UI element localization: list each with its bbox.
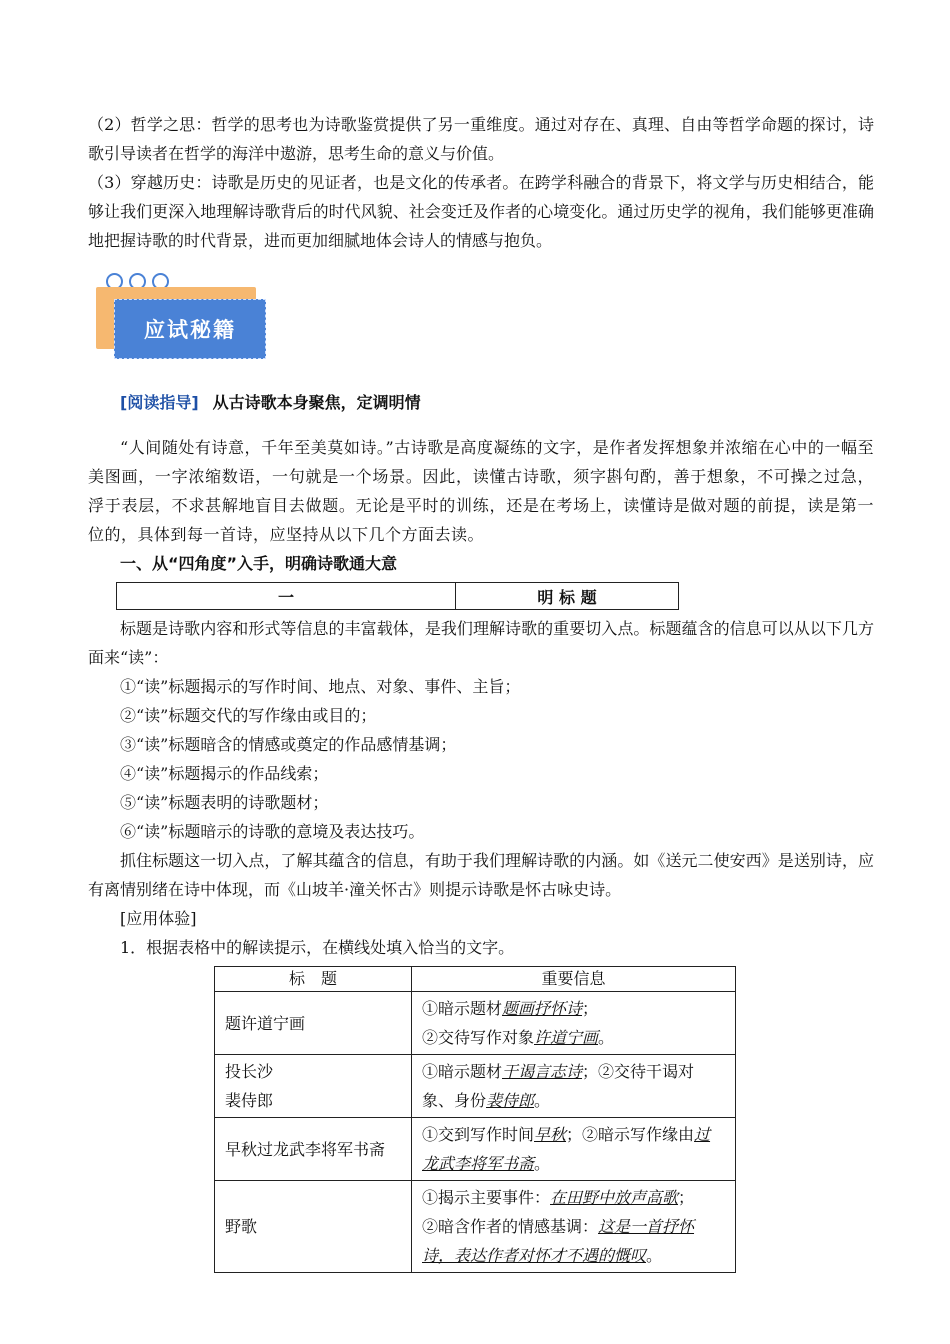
answer-text: 许道宁画 xyxy=(534,1028,599,1047)
row-info xyxy=(412,1055,736,1118)
paragraph-philosophy: （2）哲学之思：哲学的思考也为诗歌鉴赏提供了另一重维度。通过对存在、真理、自由等哲学命题的探讨，诗歌引导读者在哲学的海洋中遨游，思考生命的意义与价值。 xyxy=(88,115,874,163)
section1-heading: 一、从“四角度”入手，明确诗歌通大意 xyxy=(120,554,398,573)
section1-title-table xyxy=(116,582,679,610)
hint-text: 。 xyxy=(534,1091,551,1110)
table-row xyxy=(215,1055,736,1118)
section1-summary: 抓住标题这一切入点，了解其蕴含的信息，有助于我们理解诗歌的内涵。如《送元二使安西》是送别诗，应有离情别绪在诗中体现，而《山坡羊·潼关怀古》则提示诗歌是怀古咏史诗。 xyxy=(88,851,874,899)
practice-table xyxy=(214,966,736,1273)
row-title: 题许道宁画 xyxy=(215,992,412,1055)
title-table-label: 明 标 题 xyxy=(456,583,679,610)
title-table-number: 一 xyxy=(117,583,456,610)
hint-text: 。 xyxy=(646,1246,663,1265)
list-item: ⑤“读”标题表明的诗歌题材； xyxy=(120,793,329,812)
col-header-title: 标 题 xyxy=(215,967,412,992)
hint-text: 。 xyxy=(598,1028,615,1047)
row-info xyxy=(412,992,736,1055)
guide-tag: [阅读指导] xyxy=(120,393,199,412)
list-item: ④“读”标题揭示的作品线索； xyxy=(120,764,329,783)
row-info xyxy=(412,1118,736,1181)
row-title: 早秋过龙武李将军书斋 xyxy=(215,1118,412,1181)
answer-text: 过龙武李将军书斋 xyxy=(422,1125,711,1173)
hint-text: ①暗示题材 xyxy=(422,1062,503,1081)
answer-text: 裴侍郎 xyxy=(486,1091,535,1110)
hint-text: ；②暗示写作缘由 xyxy=(566,1125,695,1144)
list-item: ⑥“读”标题暗示的诗歌的意境及表达技巧。 xyxy=(120,822,425,841)
guide-heading-line xyxy=(120,389,874,417)
guide-heading: 从古诗歌本身聚焦，定调明情 xyxy=(212,393,421,412)
section1-body: 标题是诗歌内容和形式等信息的丰富载体，是我们理解诗歌的重要切入点。标题蕴含的信息可以从以下几方面来“读”： xyxy=(88,619,874,667)
hint-text: ； xyxy=(582,999,599,1018)
answer-text: 在田野中放声高歌 xyxy=(550,1188,679,1207)
guide-intro: “人间随处有诗意，千年至美莫如诗。”古诗歌是高度凝练的文字，是作者发挥想象并浓缩在心中的一幅至美图画，一字浓缩数语，一句就是一个场景。因此，读懂古诗歌，须字斟句酌，善于想象，不可操之过急，浮于表层，不求甚解地盲目去做题。无论是平时的训练，还是在考场上，读懂诗是做对题的前提，读是第一位的，具体到每一首诗，应坚持从以下几个方面去读。 xyxy=(88,438,874,544)
document-page xyxy=(88,110,874,1273)
practice-tag: [应用体验] xyxy=(120,909,197,928)
hint-text: ； xyxy=(678,1188,695,1207)
list-item: ①“读”标题揭示的写作时间、地点、对象、事件、主旨； xyxy=(120,677,521,696)
hint-text: ①暗示题材 xyxy=(422,999,503,1018)
list-item: ②“读”标题交代的写作缘由或目的； xyxy=(120,706,377,725)
hint-text: 。 xyxy=(534,1154,551,1173)
col-header-info: 重要信息 xyxy=(412,967,736,992)
table-row xyxy=(215,992,736,1055)
hint-text: ；②交待干谒对象、身份 xyxy=(422,1062,695,1110)
answer-text: 这是一首抒怀诗，表达作者对怀才不遇的慨叹 xyxy=(422,1217,695,1265)
answer-text: 干谒言志诗 xyxy=(502,1062,583,1081)
hint-text: ②暗含作者的情感基调： xyxy=(422,1217,599,1236)
table-row xyxy=(215,1118,736,1181)
table-row xyxy=(215,1181,736,1273)
row-info xyxy=(412,1181,736,1273)
section-badge xyxy=(88,271,874,379)
practice-question: 1．根据表格中的解读提示，在横线处填入恰当的文字。 xyxy=(120,938,515,957)
hint-text: ②交待写作对象 xyxy=(422,1028,535,1047)
badge-label: 应试秘籍 xyxy=(114,299,266,359)
reading-points-list xyxy=(120,672,874,846)
row-title: 投长沙 裴侍郎 xyxy=(215,1055,412,1118)
answer-text: 题画抒怀诗 xyxy=(502,999,583,1018)
paragraph-history: （3）穿越历史：诗歌是历史的见证者，也是文化的传承者。在跨学科融合的背景下，将文学与历史相结合，能够让我们更深入地理解诗歌背后的时代风貌、社会变迁及作者的心境变化。通过历史学的视角，我们能够更准确地把握诗歌的时代背景，进而更加细腻地体会诗人的情感与抱负。 xyxy=(88,173,874,250)
row-title: 野歌 xyxy=(215,1181,412,1273)
hint-text: ①揭示主要事件： xyxy=(422,1188,551,1207)
answer-text: 早秋 xyxy=(534,1125,567,1144)
list-item: ③“读”标题暗含的情感或奠定的作品感情基调； xyxy=(120,735,457,754)
hint-text: ①交到写作时间 xyxy=(422,1125,535,1144)
